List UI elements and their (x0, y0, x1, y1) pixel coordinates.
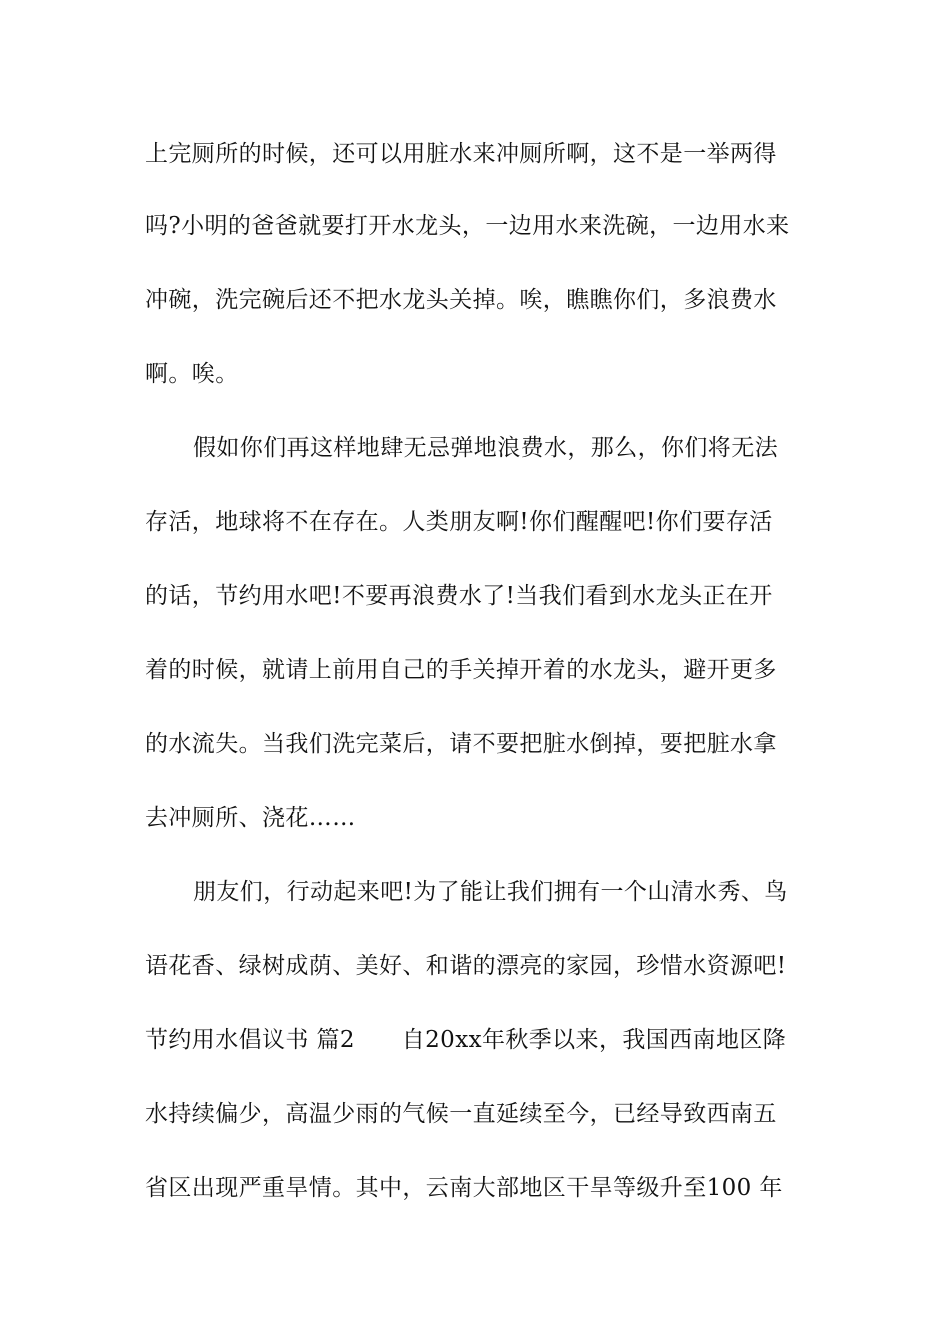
text-line: 的话，节约用水吧!不要再浪费水了!当我们看到水龙头正在开 (145, 583, 773, 609)
paragraph-first-line: 朋友们，行动起来吧!为了能让我们拥有一个山清水秀、鸟 (193, 879, 788, 905)
paragraph-first-line: 假如你们再这样地肆无忌弹地浪费水，那么，你们将无法 (193, 435, 778, 461)
text-line: 啊。唉。 (145, 361, 239, 387)
text-line: 语花香、绿树成荫、美好、和谐的漂亮的家园，珍惜水资源吧! (145, 953, 787, 979)
text-line: 吗?小明的爸爸就要打开水龙头，一边用水来洗碗，一边用水来 (145, 213, 790, 239)
text-line: 存活，地球将不在存在。人类朋友啊!你们醒醒吧!你们要存活 (145, 509, 773, 535)
section-heading-line: 节约用水倡议书 篇2 自20xx年秋季以来，我国西南地区降 (145, 1027, 787, 1053)
text-line: 省区出现严重旱情。其中，云南大部地区干旱等级升至100 年 (145, 1175, 783, 1201)
text-line: 上完厕所的时候，还可以用脏水来冲厕所啊，这不是一举两得 (145, 141, 777, 167)
text-line: 水持续偏少，高温少雨的气候一直延续至今，已经导致西南五 (145, 1101, 777, 1127)
text-line: 的水流失。当我们洗完菜后，请不要把脏水倒掉，要把脏水拿 (145, 731, 777, 757)
text-line: 去冲厕所、浇花…… (145, 805, 356, 831)
text-line: 冲碗，洗完碗后还不把水龙头关掉。唉，瞧瞧你们，多浪费水 (145, 287, 777, 313)
text-line: 着的时候，就请上前用自己的手关掉开着的水龙头，避开更多 (145, 657, 777, 683)
